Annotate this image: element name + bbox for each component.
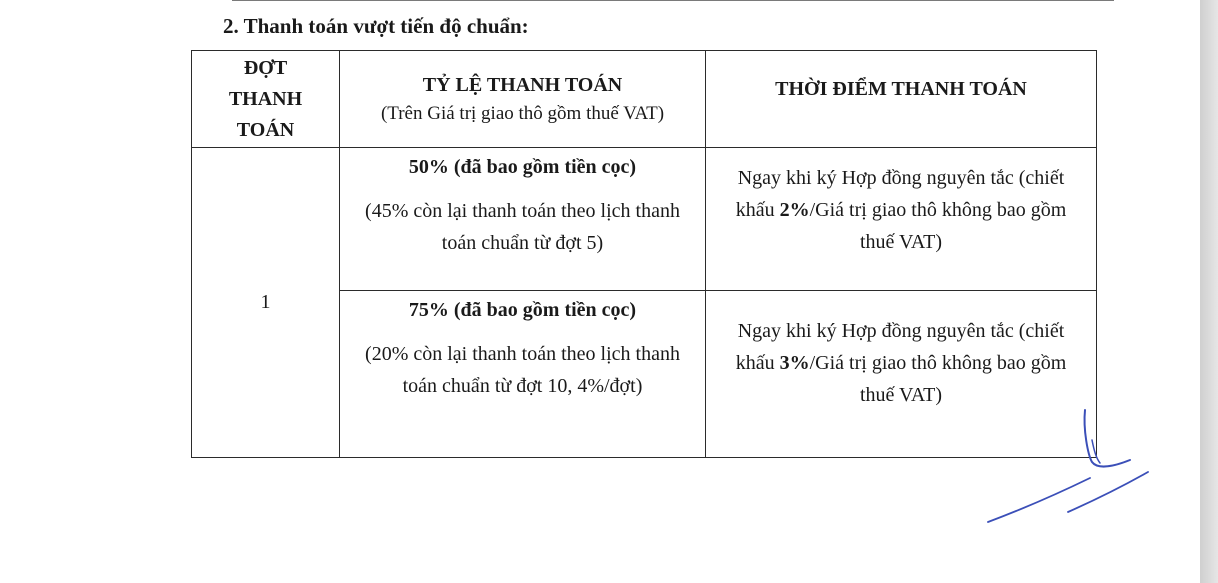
time-discount: 2% (779, 199, 810, 221)
signature-stroke-3 (988, 478, 1090, 522)
header-rate-title: TỶ LỆ THANH TOÁN (422, 74, 623, 96)
rate-main: 75% (đã bao gồm tiền cọc) (408, 299, 637, 321)
rate-cell (340, 148, 706, 291)
rate-cell (340, 291, 706, 458)
header-batch-line-2: THANH (228, 87, 303, 110)
header-rate (340, 51, 706, 148)
page-edge (1200, 0, 1218, 583)
time-text (706, 315, 1096, 411)
header-rate-subtitle: (Trên Giá trị giao thô gồm thuế VAT) (380, 103, 665, 124)
time-text (706, 162, 1096, 258)
rate-main: 50% (đã bao gồm tiền cọc) (408, 156, 637, 178)
payment-table (191, 50, 1097, 458)
header-time (706, 51, 1097, 148)
table-row (192, 148, 1097, 291)
header-batch (192, 51, 340, 148)
header-batch-line-3: TOÁN (236, 118, 295, 141)
section-heading: 2. Thanh toán vượt tiến độ chuẩn: (223, 14, 529, 38)
top-rule (232, 0, 1114, 1)
rate-note: (45% còn lại thanh toán theo lịch thanh toán chuẩn từ đợt 5) (365, 200, 680, 254)
time-suffix: /Giá trị giao thô không bao gồm thuế VAT) (809, 352, 1067, 406)
signature-stroke-4 (1068, 472, 1148, 512)
table-header-row (192, 51, 1097, 148)
time-suffix: /Giá trị giao thô không bao gồm thuế VAT) (809, 199, 1067, 253)
batch-number: 1 (192, 148, 340, 458)
time-cell (706, 148, 1097, 291)
time-cell (706, 291, 1097, 458)
time-prefix: Ngay khi ký Hợp đồng nguyên tắc (chiết khấu (735, 167, 1065, 221)
rate-note: (20% còn lại thanh toán theo lịch thanh toán chuẩn từ đợt 10, 4%/đợt) (365, 343, 680, 397)
time-prefix: Ngay khi ký Hợp đồng nguyên tắc (chiết khấu (735, 320, 1065, 374)
header-time-title: THỜI ĐIỂM THANH TOÁN (775, 77, 1027, 100)
header-batch-line-1: ĐỢT (243, 56, 288, 79)
time-discount: 3% (779, 352, 810, 374)
